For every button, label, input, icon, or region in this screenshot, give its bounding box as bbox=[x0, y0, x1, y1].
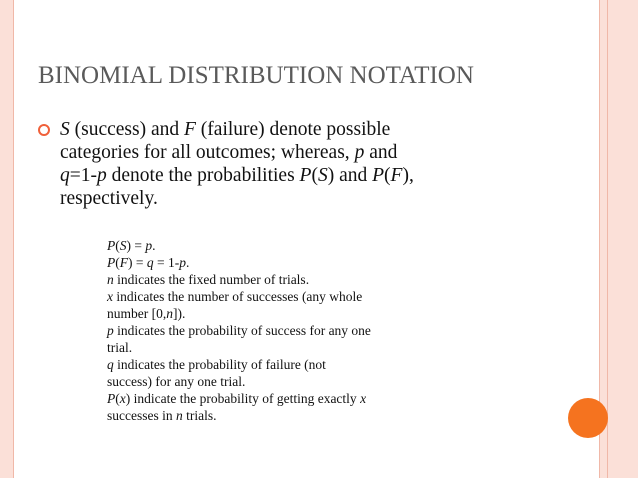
main-bullet bbox=[38, 118, 558, 210]
note-line-7: trial. bbox=[107, 340, 133, 355]
note-line-5: number [0,n]). bbox=[107, 306, 186, 321]
note-line-10: P(x) indicate the probability of getting exactly x bbox=[107, 391, 367, 406]
note-line-4: x indicates the number of successes (any whole bbox=[107, 289, 363, 304]
bullet-line-1: S (success) and F (failure) denote possible bbox=[60, 119, 391, 140]
right-decor-line-inner bbox=[607, 0, 608, 478]
note-line-1: P(S) = p. bbox=[107, 238, 156, 253]
right-decor-band bbox=[600, 0, 638, 478]
bullet-line-3: q=1-p denote the probabilities P(S) and P(F), bbox=[60, 165, 414, 186]
slide-title: BINOMIAL DISTRIBUTION NOTATION bbox=[38, 62, 474, 89]
note-line-6: p indicates the probability of success for any one bbox=[107, 323, 371, 338]
left-decor-band bbox=[0, 0, 13, 478]
note-line-8: q indicates the probability of failure (not bbox=[107, 357, 326, 372]
note-line-9: success) for any one trial. bbox=[107, 374, 246, 389]
notation-list bbox=[107, 237, 507, 424]
left-decor-line bbox=[13, 0, 14, 478]
orange-circle-decor bbox=[568, 398, 608, 438]
bullet-line-4: respectively. bbox=[60, 188, 158, 209]
note-line-2: P(F) = q = 1-p. bbox=[107, 255, 190, 270]
bullet-text bbox=[60, 118, 558, 210]
bullet-circle-icon bbox=[38, 124, 50, 136]
bullet-line-2: categories for all outcomes; whereas, p and bbox=[60, 142, 398, 163]
note-line-11: successes in n trials. bbox=[107, 408, 217, 423]
note-line-3: n indicates the fixed number of trials. bbox=[107, 272, 310, 287]
